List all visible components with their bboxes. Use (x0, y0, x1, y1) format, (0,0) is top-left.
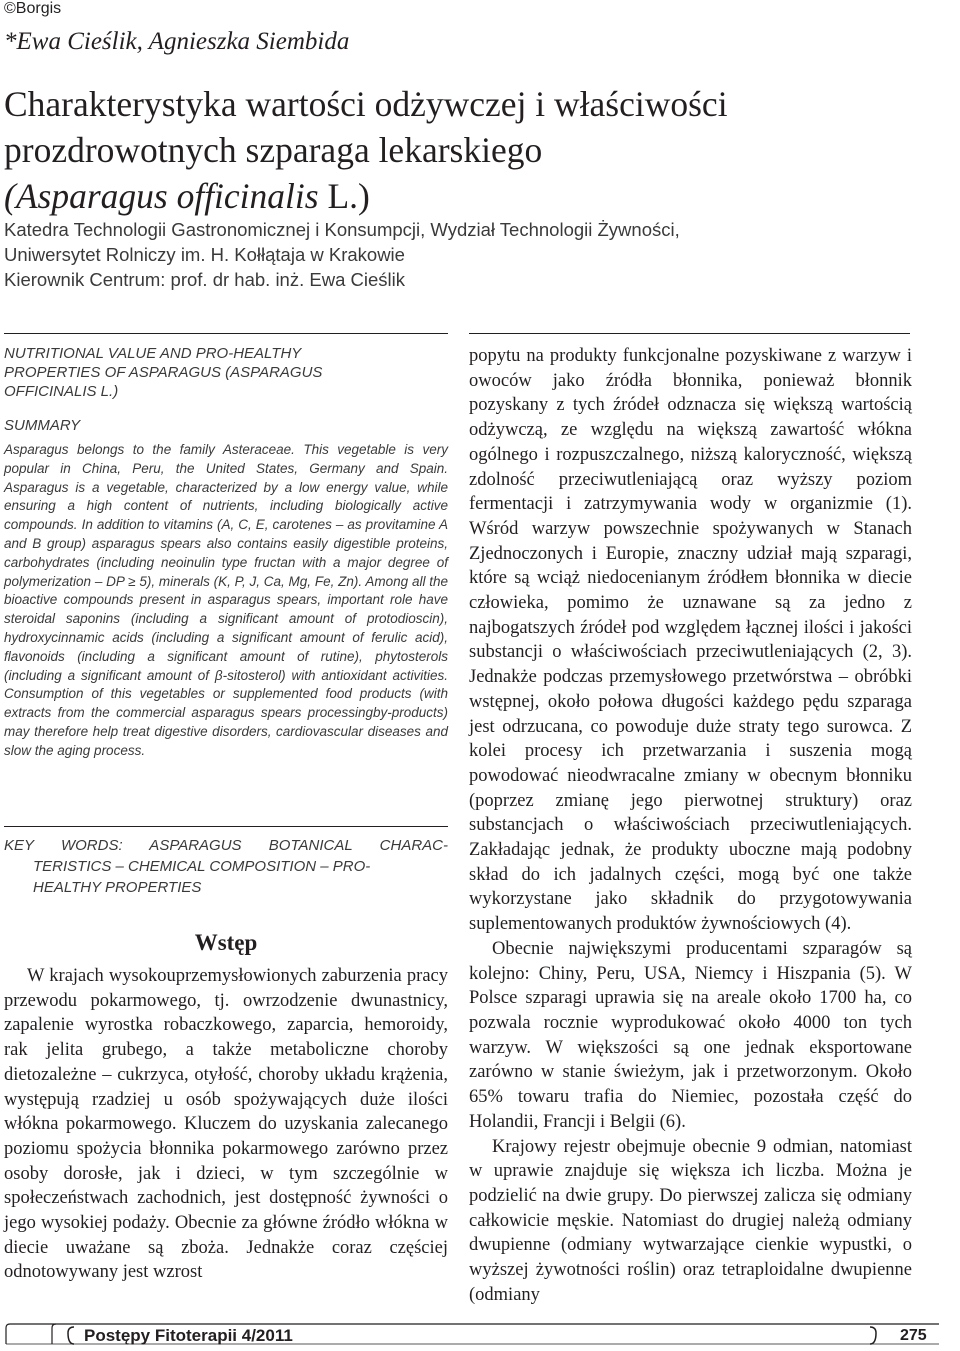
affiliation-line-3: Kierownik Centrum: prof. dr hab. inż. Ewa Cieślik (4, 269, 405, 290)
affiliation-line-2: Uniwersytet Rolniczy im. H. Kołłątaja w Krakowie (4, 244, 405, 265)
title-line-3-rest: L.) (318, 176, 370, 216)
key-words-line-3: HEALTHY PROPERTIES (33, 879, 202, 896)
page-number: 275 (900, 1327, 927, 1344)
key-words-line-2: TERISTICS – CHEMICAL COMPOSITION – PRO- (33, 858, 371, 875)
abstract-title-line-2: PROPERTIES OF ASPARAGUS (ASPARAGUS (4, 364, 323, 381)
summary-text: Asparagus belongs to the family Asteraceae. This vegetable is very popular in China, Peru, the United States, Germany and Spain. Asparagus is a vegetable, characterized by a low energy value, while ensuring a high content of nutrients, including biologically active compounds. In addition to vitamins (A, C, E, carotenes – as provitamine A and B group) asparagus spears also contains easily digestible proteins, carbohydrates (including neoinulin type fructan with a major degree of polymerization – DP ≥ 5), minerals (K, P, J, Ca, Mg, Fe, Zn). Among all the bioactive compounds present in asparagus spears, important role have steroidal saponins (including a significant amount of protodioscin), hydroxycinnamic acids (including a significant amount of ferulic acid), flavonoids (including a significant amount of rutine), phytosterols (including a significant amount of β-sitosterol) with antioxidant activities. Consumption of this vegetables or supplemented food products (with extracts from the commercial asparagus spears processingby-products) may therefore help treat digestive disorders, cardiovascular diseases and slow the aging process. (4, 442, 448, 758)
title-line-1: Charakterystyka wartości odżywczej i właściwości (4, 84, 728, 124)
abstract-title-line-3: OFFICINALIS L.) (4, 383, 119, 400)
footer-journal-name: Postępy Fitoterapii 4/2011 (84, 1326, 293, 1345)
title-line-3 (4, 173, 944, 219)
summary-heading: SUMMARY (4, 417, 81, 434)
section-heading-introduction: Wstęp (194, 930, 258, 955)
english-abstract (4, 344, 448, 761)
key-words-line-1: KEY WORDS: ASPARAGUS BOTANICAL CHARAC- (4, 837, 448, 854)
footer-right-bracket (870, 1327, 876, 1344)
publisher-brand: ©Borgis (4, 0, 62, 17)
footer-left-bracket (68, 1327, 74, 1344)
right-paragraph-1: popytu na produkty funkcjonalne pozyskiwane z warzyw i owoców jako źródła błonnika, ponieważ błonnik pozyskany z tych źródeł odznacza się większą wartością odżywczą, ze względu na większą zawartość włókna ogólnego i rozpuszczalnego, niższą kaloryczność, większą zdolność przeciwutleniającą oraz wyższy poziom fermentacji i zatrzymywania wody w organizmie (1). Wśród warzyw powszechnie spożywanych w Stanach Zjednoczonych i Europie, znaczny udział mają szparagi, które są wciąż niedocenianym źródłem błonnika w diecie człowieka, pomimo że uznawane są za jedno z najbogatszych źródeł pod względem łącznej ilości i jakości substancji o właściwościach przeciwutleniających (2, 3). Jednakże podczas przemysłowego przetwórstwa – obróbki wstępnej, około połowa długości każdego pędu szparaga jest odrzucana, co powoduje duże straty tego surowca. Z kolei procesy ich przetwarzania i suszenia mogą powodować nieodwracalne zmiany w obecnym błonniku (poprzez zmianę jego pierwotnej struktury) oraz substancjach o właściwościach przeciwutleniających. Zakładając jednak, że produkty uboczne mają podobny skład do ich jadalnych części, mogą być one także wykorzystane jako składnik do przygotowywania suplementowanych produktów żywnościowych (4). (469, 346, 912, 935)
key-words (4, 835, 448, 898)
right-paragraph-2: Obecnie największymi producentami szparagów są kolejno: Chiny, Peru, USA, Niemcy i Hiszpania (5). W Polsce szparagi uprawia się na areale około 1700 ha, co pozwala rocznie wyprodukować około 4000 ton tych warzyw. W większości są one jednak eksportowane zarówno w stanie świeżym, jak i przetworzonym. Około 65% towaru trafia do Niemiec, pozostała część do Holandii, Francji i Belgii (6). (469, 938, 912, 1132)
affiliation-line-1: Katedra Technologii Gastronomicznej i Konsumpcji, Wydział Technologii Żywności, (4, 219, 680, 240)
right-column-body (469, 344, 912, 1307)
right-paragraph-3: Krajowy rejestr obejmuje obecnie 9 odmian, natomiast w uprawie znajduje się większa ich liczba. Można je podzielić na dwie grupy. Do pierwszej zalicza się odmiany całkowicie męskie. Natomiast do drugiej należą odmiany dwupienne (odmiany wytwarzające cienkie wypustki, o wyższej żywotności roślin) oraz tetraploidalne dwupienne (odmiany (469, 1136, 912, 1305)
abstract-top-rule (4, 333, 448, 334)
abstract-title-line-1: NUTRITIONAL VALUE AND PRO-HEALTHY (4, 345, 302, 362)
left-column-body (4, 964, 448, 1285)
title-latin-name: (Asparagus officinalis (4, 176, 319, 216)
intro-paragraph: W krajach wysokouprzemysłowionych zaburzenia pracy przewodu pokarmowego, tj. owrzodzenie dwunastnicy, zapalenie wyrostka robaczkowego, zaparcia, hemoroidy, rak jelita grubego, a także metaboliczne choroby dietozależne – cukrzyca, otyłość, choroby układu krążenia, występują rzadziej u osób spożywających duże ilości włókna pokarmowego. Kluczem do uzyskania zalecanego poziomu spożycia błonnika pokarmowego zarówno przez osoby dorosłe, jak i dzieci, w tym szczególnie w społeczeństwach zachodnich, jest dostępność żywności o jego wysokiej podaży. Obecnie za główne źródło włókna w diecie uważane są zboża. Jednakże coraz częściej odnotowywany jest wzrost (4, 966, 448, 1283)
affiliation (4, 217, 944, 292)
right-column-top-rule (469, 333, 910, 334)
article-title (4, 81, 944, 219)
article-authors: *Ewa Cieślik, Agnieszka Siembida (4, 28, 350, 55)
title-line-2: prozdrowotnych szparaga lekarskiego (4, 130, 543, 170)
keywords-rule (4, 826, 448, 827)
